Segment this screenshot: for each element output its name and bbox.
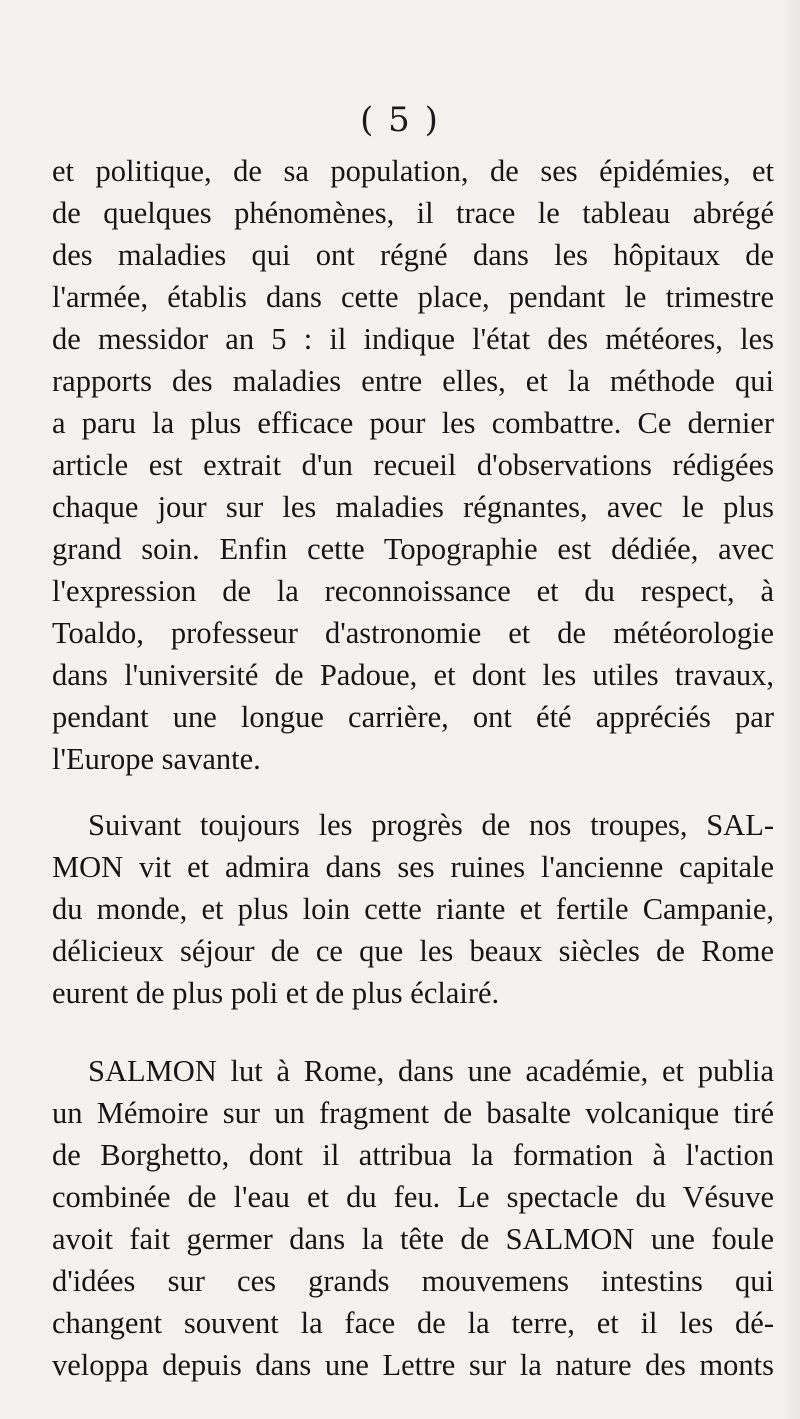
- text-line: veloppa depuis dans une Lettre sur la nature des monts: [52, 1348, 774, 1382]
- text-line: combinée de l'eau et du feu. Le spectacle du Vésuve: [52, 1180, 774, 1214]
- text-line: l'armée, établis dans cette place, pendant le trimestre: [52, 280, 774, 314]
- text-line: MON vit et admira dans ses ruines l'ancienne capitale: [52, 850, 774, 884]
- text-line: délicieux séjour de ce que les beaux siècles de Rome: [52, 934, 774, 968]
- text-line: changent souvent la face de la terre, et il les dé-: [52, 1306, 774, 1340]
- body-text: [52, 150, 774, 1386]
- paragraph-3: [52, 1050, 774, 1386]
- text-line: eurent de plus poli et de plus éclairé.: [52, 976, 500, 1010]
- paragraph-1: [52, 150, 774, 780]
- text-line: a paru la plus efficace pour les combattre. Ce dernier: [52, 406, 774, 440]
- text-line: chaque jour sur les maladies régnantes, avec le plus: [52, 490, 774, 524]
- paragraph-2: [52, 804, 774, 1014]
- text-line: grand soin. Enfin cette Topographie est dédiée, avec: [52, 532, 774, 566]
- text-line: SALMON lut à Rome, dans une académie, et publia: [88, 1054, 774, 1088]
- text-line: un Mémoire sur un fragment de basalte volcanique tiré: [52, 1096, 774, 1130]
- text-line: article est extrait d'un recueil d'observations rédigées: [52, 448, 774, 482]
- page-number: ( 5 ): [360, 100, 440, 140]
- page-edge-shadow: [782, 0, 800, 1419]
- text-line: dans l'université de Padoue, et dont les utiles travaux,: [52, 658, 774, 692]
- text-line: et politique, de sa population, de ses épidémies, et: [52, 154, 774, 188]
- text-line: de quelques phénomènes, il trace le tableau abrégé: [52, 196, 774, 230]
- text-line: d'idées sur ces grands mouvemens intestins qui: [52, 1264, 774, 1298]
- text-line: des maladies qui ont régné dans les hôpitaux de: [52, 238, 774, 272]
- text-line: rapports des maladies entre elles, et la méthode qui: [52, 364, 774, 398]
- text-line: l'expression de la reconnoissance et du respect, à: [52, 574, 774, 608]
- text-line: pendant une longue carrière, ont été appréciés par: [52, 700, 774, 734]
- text-line: l'Europe savante.: [52, 742, 261, 776]
- text-line: du monde, et plus loin cette riante et fertile Campanie,: [52, 892, 774, 926]
- text-line: de Borghetto, dont il attribua la formation à l'action: [52, 1138, 774, 1172]
- text-line: Toaldo, professeur d'astronomie et de météorologie: [52, 616, 774, 650]
- text-line: avoit fait germer dans la tête de SALMON une foule: [52, 1222, 774, 1256]
- text-line: de messidor an 5 : il indique l'état des météores, les: [52, 322, 774, 356]
- text-line: Suivant toujours les progrès de nos troupes, SAL-: [88, 808, 774, 842]
